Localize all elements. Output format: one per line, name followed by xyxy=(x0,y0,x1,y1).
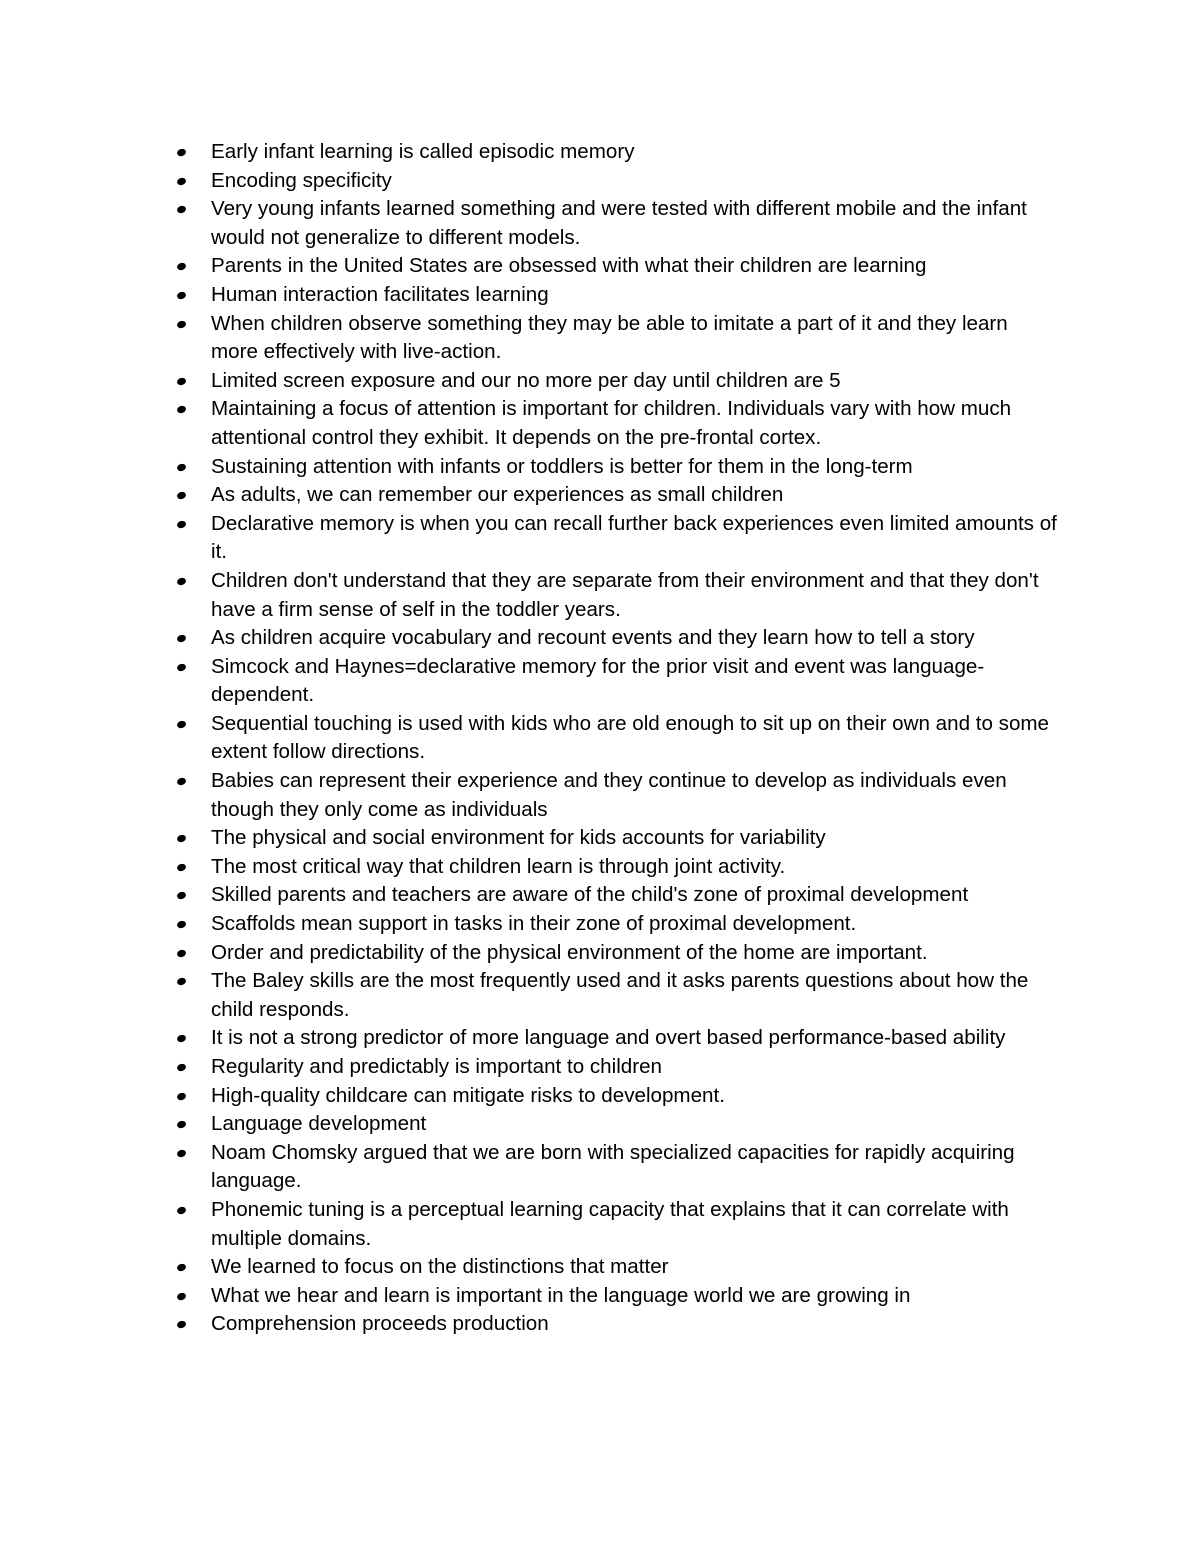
bullet-dot-icon xyxy=(176,662,187,671)
list-item xyxy=(0,1282,1200,1311)
list-item-text: As adults, we can remember our experiences as small children xyxy=(211,483,784,507)
list-item xyxy=(0,167,1200,196)
bullet-dot-icon xyxy=(176,1292,187,1301)
list-item-text: High-quality childcare can mitigate risks to development. xyxy=(211,1083,725,1107)
list-item-text: Children don't understand that they are separate from their environment and that they don't have a firm sense of self in the toddler years. xyxy=(211,568,1039,621)
list-item-text: Noam Chomsky argued that we are born with specialized capacities for rapidly acquiring language. xyxy=(211,1140,1015,1193)
bullet-dot-icon xyxy=(176,948,187,957)
list-item-text: Maintaining a focus of attention is important for children. Individuals vary with how much attentional control they exhibit. It depends on the pre-frontal cortex. xyxy=(211,397,1012,449)
bullet-dot-icon xyxy=(176,148,187,157)
list-item-text: The physical and social environment for kids accounts for variability xyxy=(211,826,826,850)
list-item xyxy=(0,653,1200,710)
bullet-dot-icon xyxy=(176,777,187,786)
list-item-text: The most critical way that children learn is through joint activity. xyxy=(211,854,786,878)
list-item xyxy=(0,1310,1200,1339)
list-item xyxy=(0,195,1200,252)
bullet-dot-icon xyxy=(176,720,187,729)
list-item-text: Sequential touching is used with kids who are old enough to sit up on their own and to some extent follow directions. xyxy=(211,711,1050,764)
list-item-text: Sustaining attention with infants or toddlers is better for them in the long-term xyxy=(211,454,913,478)
list-item-text: Order and predictability of the physical environment of the home are important. xyxy=(211,940,928,964)
list-item-text: Very young infants learned something and were tested with different mobile and the infant would not generalize to different models. xyxy=(211,197,1027,249)
bullet-dot-icon xyxy=(176,291,187,300)
list-item xyxy=(0,624,1200,653)
list-item xyxy=(0,1082,1200,1111)
list-item xyxy=(0,1024,1200,1053)
list-item-text: Simcock and Haynes=declarative memory for the prior visit and event was language-dependent. xyxy=(211,654,985,707)
bullet-dot-icon xyxy=(176,1120,187,1129)
list-item xyxy=(0,1253,1200,1282)
bullet-dot-icon xyxy=(176,1149,187,1158)
bullet-dot-icon xyxy=(176,891,187,900)
bullet-dot-icon xyxy=(176,863,187,872)
list-item xyxy=(0,853,1200,882)
list-item-text: Language development xyxy=(211,1112,427,1136)
bullet-dot-icon xyxy=(176,405,187,414)
list-item xyxy=(0,1053,1200,1082)
bullet-dot-icon xyxy=(176,634,187,643)
list-item-text: Parents in the United States are obsessed with what their children are learning xyxy=(211,254,927,278)
list-item-text: The Baley skills are the most frequently used and it asks parents questions about how the child responds. xyxy=(211,969,1029,1021)
list-item-text: Declarative memory is when you can recall further back experiences even limited amounts of it. xyxy=(211,511,1057,564)
list-item xyxy=(0,252,1200,281)
bullet-dot-icon xyxy=(176,262,187,271)
list-item-text: Babies can represent their experience and they continue to develop as individuals even though they only come as individuals xyxy=(211,769,1007,821)
bullet-dot-icon xyxy=(176,1063,187,1072)
list-item xyxy=(0,939,1200,968)
bullet-dot-icon xyxy=(176,176,187,185)
list-item xyxy=(0,310,1200,367)
list-item-text: Regularity and predictably is important to children xyxy=(211,1055,663,1078)
list-item-text: It is not a strong predictor of more language and overt based performance-based ability xyxy=(211,1026,1006,1050)
list-item xyxy=(0,138,1200,167)
bullet-dot-icon xyxy=(176,1320,187,1329)
bullet-dot-icon xyxy=(176,977,187,986)
list-item xyxy=(0,967,1200,1024)
list-item-text: What we hear and learn is important in the language world we are growing in xyxy=(211,1283,911,1307)
list-item xyxy=(0,824,1200,853)
list-item xyxy=(0,453,1200,482)
bullet-dot-icon xyxy=(176,577,187,586)
list-item xyxy=(0,367,1200,396)
list-item xyxy=(0,767,1200,824)
list-item-text: Phonemic tuning is a perceptual learning capacity that explains that it can correlate with multiple domains. xyxy=(211,1197,1009,1250)
list-item xyxy=(0,281,1200,310)
list-item-text: Encoding specificity xyxy=(211,168,392,192)
list-item xyxy=(0,910,1200,939)
bullet-dot-icon xyxy=(176,519,187,528)
list-item xyxy=(0,1139,1200,1196)
bullet-dot-icon xyxy=(176,377,187,386)
bullet-dot-icon xyxy=(176,491,187,500)
bullet-dot-icon xyxy=(176,920,187,929)
list-item-text: Scaffolds mean support in tasks in their zone of proximal development. xyxy=(211,912,857,936)
list-item-text: Comprehension proceeds production xyxy=(211,1312,549,1336)
bullet-dot-icon xyxy=(176,205,187,214)
list-item xyxy=(0,395,1200,452)
list-item-text: We learned to focus on the distinctions that matter xyxy=(211,1255,669,1279)
bullet-dot-icon xyxy=(176,834,187,843)
list-item xyxy=(0,710,1200,767)
bullet-dot-icon xyxy=(176,1091,187,1100)
list-item-text: When children observe something they may be able to imitate a part of it and they learn more effectively with live-action. xyxy=(211,311,1008,364)
bullet-dot-icon xyxy=(176,1206,187,1215)
list-item xyxy=(0,881,1200,910)
list-item-text: Early infant learning is called episodic memory xyxy=(211,140,635,163)
list-item-text: Skilled parents and teachers are aware of the child's zone of proximal development xyxy=(211,883,969,907)
list-item xyxy=(0,567,1200,624)
list-item-text: As children acquire vocabulary and recount events and they learn how to tell a story xyxy=(211,626,975,650)
list-item xyxy=(0,1110,1200,1139)
list-item xyxy=(0,1196,1200,1253)
list-item xyxy=(0,510,1200,567)
bullet-dot-icon xyxy=(176,462,187,471)
bullet-dot-icon xyxy=(176,319,187,328)
list-item xyxy=(0,481,1200,510)
bullet-list xyxy=(0,138,1200,1339)
bullet-dot-icon xyxy=(176,1034,187,1043)
list-item-text: Limited screen exposure and our no more per day until children are 5 xyxy=(211,368,841,392)
bullet-dot-icon xyxy=(176,1263,187,1272)
list-item-text: Human interaction facilitates learning xyxy=(211,282,549,306)
